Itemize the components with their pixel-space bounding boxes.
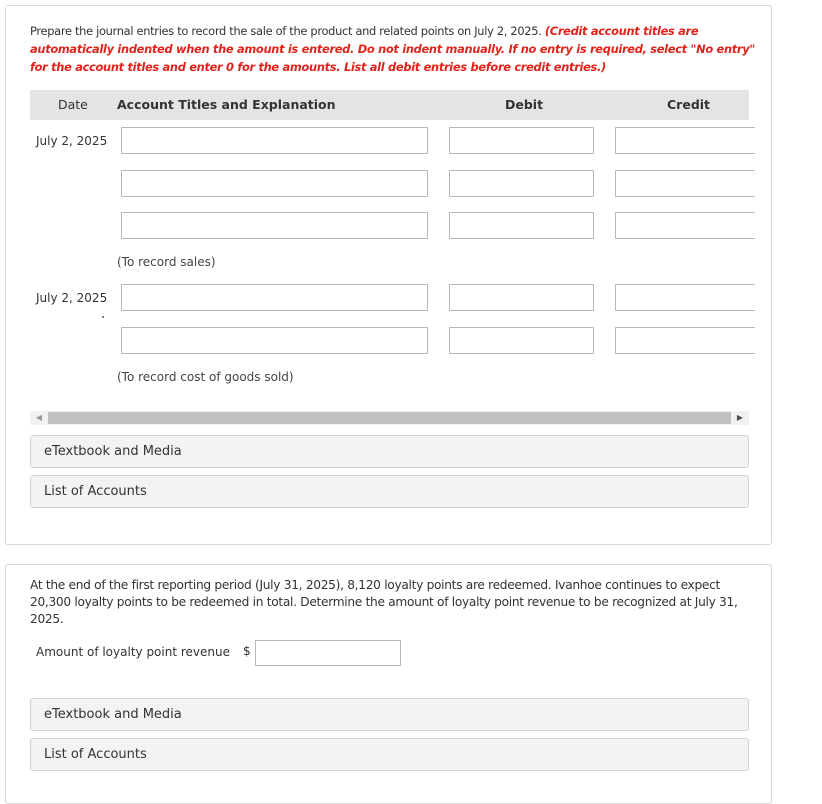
amount-label: Amount of loyalty point revenue [36, 645, 230, 659]
entry-2-row-1-account-input[interactable] [121, 284, 428, 311]
instructions-note: (Credit account titles are automatically indented when the amount is entered. Do not indent manually. If no entry is required, select "No entry" for the account titles and enter 0 for the amounts. List all debit entries before credit entries.) [30, 24, 755, 74]
horizontal-scrollbar[interactable] [30, 411, 749, 425]
row-marker [102, 316, 104, 318]
entry-1-row-1-credit-input[interactable] [615, 127, 755, 154]
scroll-left-icon[interactable]: ◀ [35, 413, 43, 422]
scroll-right-icon[interactable]: ▶ [736, 413, 744, 422]
entry-2-row-2-account-input[interactable] [121, 327, 428, 354]
entry-1-date: July 2, 2025 [36, 134, 108, 148]
entry-2-explanation: (To record cost of goods sold) [117, 370, 294, 384]
journal-entry-card [5, 5, 772, 545]
etextbook-media-bar-2[interactable]: eTextbook and Media [30, 698, 749, 731]
entry-2-row-1-credit-input[interactable] [615, 284, 755, 311]
entry-2-row-1-debit-input[interactable] [449, 284, 594, 311]
etextbook-media-bar[interactable]: eTextbook and Media [30, 435, 749, 468]
instructions [30, 22, 760, 76]
entry-1-row-1-account-input[interactable] [121, 127, 428, 154]
currency-symbol: $ [243, 644, 251, 658]
entry-1-row-2-debit-input[interactable] [449, 170, 594, 197]
scrollbar-thumb[interactable] [48, 412, 731, 424]
instructions-text: Prepare the journal entries to record the sale of the product and related points on July 2, 2025. [30, 24, 545, 38]
entry-1-row-3-debit-input[interactable] [449, 212, 594, 239]
table-header [30, 90, 749, 120]
list-of-accounts-bar[interactable]: List of Accounts [30, 475, 749, 508]
entry-1-row-2-credit-input[interactable] [615, 170, 755, 197]
entry-1-row-1-debit-input[interactable] [449, 127, 594, 154]
entry-1-row-2-account-input[interactable] [121, 170, 428, 197]
debit-column-header: Debit [505, 97, 544, 112]
entry-1-row-3-account-input[interactable] [121, 212, 428, 239]
credit-column-header: Credit [667, 97, 711, 112]
account-column-header: Account Titles and Explanation [117, 97, 336, 112]
entry-1-explanation: (To record sales) [117, 255, 216, 269]
entry-2-row-2-credit-input[interactable] [615, 327, 755, 354]
loyalty-revenue-amount-input[interactable] [255, 640, 401, 666]
date-column-header: Date [58, 97, 88, 112]
loyalty-revenue-card [5, 564, 772, 804]
question-2-text: At the end of the first reporting period (July 31, 2025), 8,120 loyalty points are redeemed. Ivanhoe continues to expect 20,300 loyalty points to be redeemed in total. Determine the amount of loyalty point revenue to be recognized at July 31, 2025. [30, 578, 738, 626]
entry-2-date: July 2, 2025 [36, 291, 108, 305]
list-of-accounts-bar-2[interactable]: List of Accounts [30, 738, 749, 771]
entry-1-row-3-credit-input[interactable] [615, 212, 755, 239]
entry-2-row-2-debit-input[interactable] [449, 327, 594, 354]
